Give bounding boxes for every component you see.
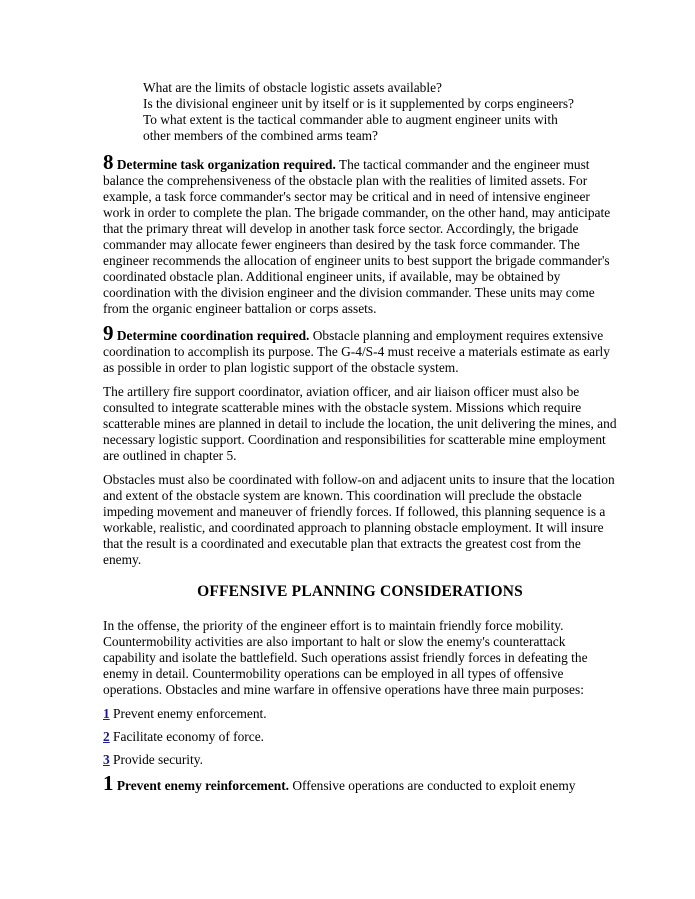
follow-on-paragraph: Obstacles must also be coordinated with follow-on and adjacent units to insure that the location and extent of the obstacle system are known. This coordination will preclude the obstacle impeding movement and maneuver of friendly forces. If followed, this planning sequence is a workable, realistic, and coordinated approach to planning obstacle employment. It will insure that the result is a coordinated and executable plan that extracts the greatest cost from the enemy. <box>103 472 615 567</box>
purpose-text-3: Provide security. <box>109 752 203 767</box>
question-3-continued: other members of the combined arms team? <box>143 128 378 143</box>
step-1-number: 1 <box>103 771 114 795</box>
step-8-text: The tactical commander and the engineer must balance the comprehensiveness of the obstacle plan with the realities of limited assets. For example, a task force commander's sector may be critical and in need of intensive engineer work in order to complete the plan. The brigade commander, on the other hand, may anticipate that the primary threat will develop in another task force sector. Accordingly, the brigade commander may allocate fewer engineers than desired by the task force commander. The engineer recommends the allocation of engineer units to best support the brigade commander's coordinated obstacle plan. Additional engineer units, if available, may be obtained by coordination with the division engineer and the division commander. These units may come from the organic engineer battalion or corps assets. <box>103 157 611 316</box>
step-8-paragraph <box>103 150 617 317</box>
step-9-paragraph <box>103 321 617 376</box>
artillery-paragraph: The artillery fire support coordinator, aviation officer, and air liaison officer must also be consulted to integrate scatterable mines with the obstacle system. Missions which require scatterable mines are planned in detail to include the location, the unit delivering the mines, and necessary logistic support. Coordination and responsibilities for scatterable mine employment are outlined in chapter 5. <box>103 384 617 463</box>
purpose-item-2 <box>103 729 617 745</box>
step-8-number: 8 <box>103 150 114 174</box>
step-9-number: 9 <box>103 321 114 345</box>
step-1-lead: Prevent enemy reinforcement. <box>116 778 290 793</box>
purpose-text-2: Facilitate economy of force. <box>109 729 265 744</box>
purpose-item-1 <box>103 706 617 722</box>
step-9-lead: Determine coordination required. <box>116 328 310 343</box>
step-8-lead: Determine task organization required. <box>116 157 336 172</box>
question-3: To what extent is the tactical commander able to augment engineer units with <box>143 112 558 127</box>
question-1: What are the limits of obstacle logistic assets available? <box>143 80 442 95</box>
step-9-text: Obstacle planning and employment requires extensive coordination to accomplish its purpose. The G-4/S-4 must receive a materials estimate as early as possible in order to plan logistic support of the obstacle system. <box>103 328 610 375</box>
section-title: OFFENSIVE PLANNING CONSIDERATIONS <box>197 583 523 600</box>
step-1-text: Offensive operations are conducted to exploit enemy <box>289 778 576 793</box>
question-list <box>143 80 617 144</box>
step-1-paragraph <box>103 771 617 795</box>
purpose-link-2[interactable]: 2 <box>103 729 110 744</box>
question-2: Is the divisional engineer unit by itself or is it supplemented by corps engineers? <box>143 96 575 111</box>
purpose-text-1: Prevent enemy enforcement. <box>109 706 267 721</box>
purpose-link-1[interactable]: 1 <box>103 706 110 721</box>
purpose-link-3[interactable]: 3 <box>103 752 110 767</box>
offense-paragraph: In the offense, the priority of the engineer effort is to maintain friendly force mobility. Countermobility activities are also important to halt or slow the enemy's counterattack capability and isolate the battlefield. Such operations assist friendly forces in defeating the enemy in detail. Countermobility operations can be employed in all types of offensive operations. Obstacles and mine warfare in offensive operations have three main purposes: <box>103 618 588 697</box>
purpose-item-3 <box>103 752 617 768</box>
